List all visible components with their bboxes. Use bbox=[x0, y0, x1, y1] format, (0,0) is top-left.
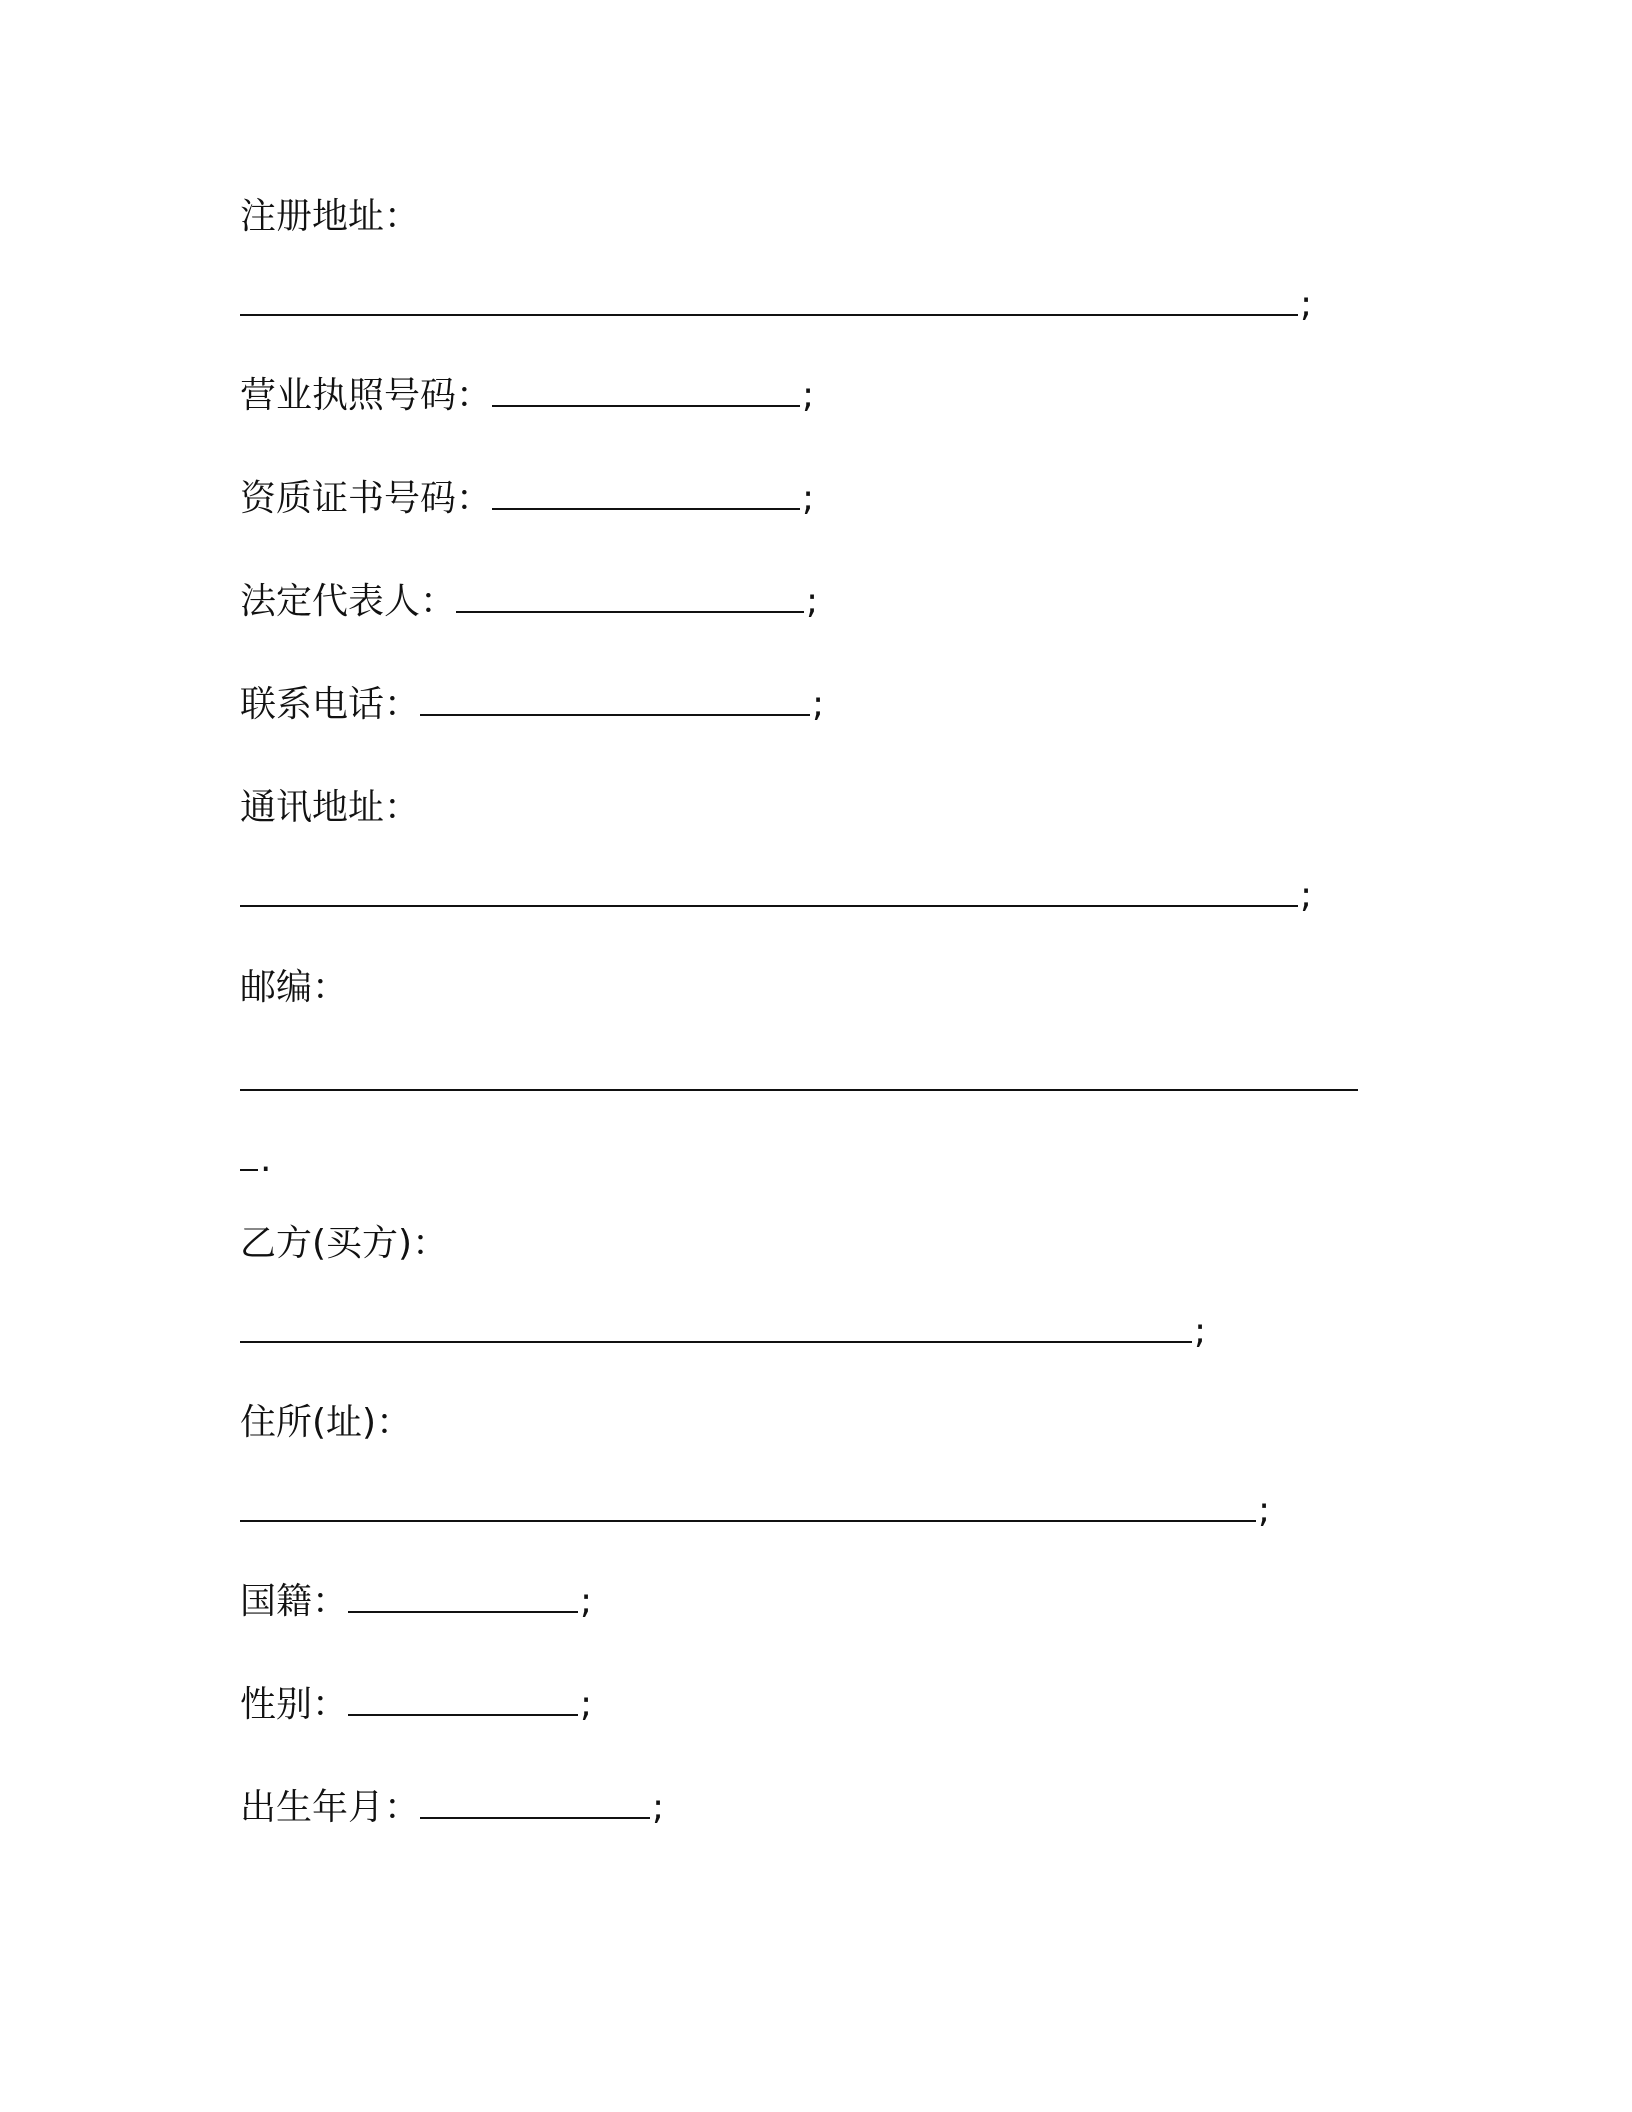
residence-blank[interactable] bbox=[240, 1490, 1256, 1522]
residence-label: 住所(址)： bbox=[240, 1402, 413, 1443]
reg-address-blank[interactable] bbox=[240, 284, 1298, 316]
reg-address-end: ; bbox=[1300, 284, 1313, 325]
license-label: 营业执照号码： bbox=[240, 375, 493, 416]
postcode-blank[interactable] bbox=[240, 1059, 1358, 1091]
phone-row bbox=[240, 683, 824, 727]
birth-row bbox=[240, 1786, 664, 1830]
mail-address-end: ; bbox=[1300, 875, 1313, 916]
reg-address-label: 注册地址： bbox=[240, 196, 421, 237]
phone-end: ; bbox=[812, 684, 825, 725]
legal-rep-blank[interactable] bbox=[456, 581, 804, 613]
license-end: ; bbox=[802, 375, 815, 416]
legal-rep-end: ; bbox=[806, 581, 819, 622]
legal-rep-label: 法定代表人： bbox=[240, 581, 457, 622]
qualification-end: ; bbox=[802, 478, 815, 519]
mail-address-label: 通讯地址： bbox=[240, 787, 421, 828]
qualification-blank[interactable] bbox=[492, 478, 800, 510]
qualification-label: 资质证书号码： bbox=[240, 478, 493, 519]
postcode-field-row bbox=[240, 1058, 1358, 1102]
party-b-field-row bbox=[240, 1310, 1206, 1354]
birth-label: 出生年月： bbox=[240, 1787, 421, 1828]
nationality-label: 国籍： bbox=[240, 1581, 349, 1622]
phone-blank[interactable] bbox=[420, 684, 810, 716]
mail-address-blank[interactable] bbox=[240, 875, 1298, 907]
birth-end: ; bbox=[652, 1787, 665, 1828]
legal-rep-row bbox=[240, 580, 818, 624]
gender-row bbox=[240, 1683, 592, 1727]
phone-label: 联系电话： bbox=[240, 684, 421, 725]
birth-blank[interactable] bbox=[420, 1787, 650, 1819]
postcode-label: 邮编： bbox=[240, 967, 349, 1008]
residence-end: ; bbox=[1258, 1490, 1271, 1531]
party-b-label: 乙方(买方)： bbox=[240, 1223, 449, 1264]
license-blank[interactable] bbox=[492, 375, 800, 407]
mail-address-field-row bbox=[240, 874, 1312, 918]
license-row bbox=[240, 374, 814, 418]
gender-end: ; bbox=[580, 1684, 593, 1725]
postcode-field-row-wrap bbox=[240, 1138, 271, 1182]
gender-label: 性别： bbox=[240, 1684, 349, 1725]
nationality-end: ; bbox=[580, 1581, 593, 1622]
nationality-blank[interactable] bbox=[348, 1581, 578, 1613]
gender-blank[interactable] bbox=[348, 1684, 578, 1716]
residence-field-row bbox=[240, 1489, 1270, 1533]
party-b-end: ; bbox=[1194, 1311, 1207, 1352]
nationality-row bbox=[240, 1580, 592, 1624]
reg-address-field-row bbox=[240, 283, 1312, 327]
postcode-end: . bbox=[260, 1139, 272, 1180]
party-b-blank[interactable] bbox=[240, 1311, 1192, 1343]
postcode-blank-wrap[interactable] bbox=[240, 1139, 258, 1171]
qualification-row bbox=[240, 477, 814, 521]
